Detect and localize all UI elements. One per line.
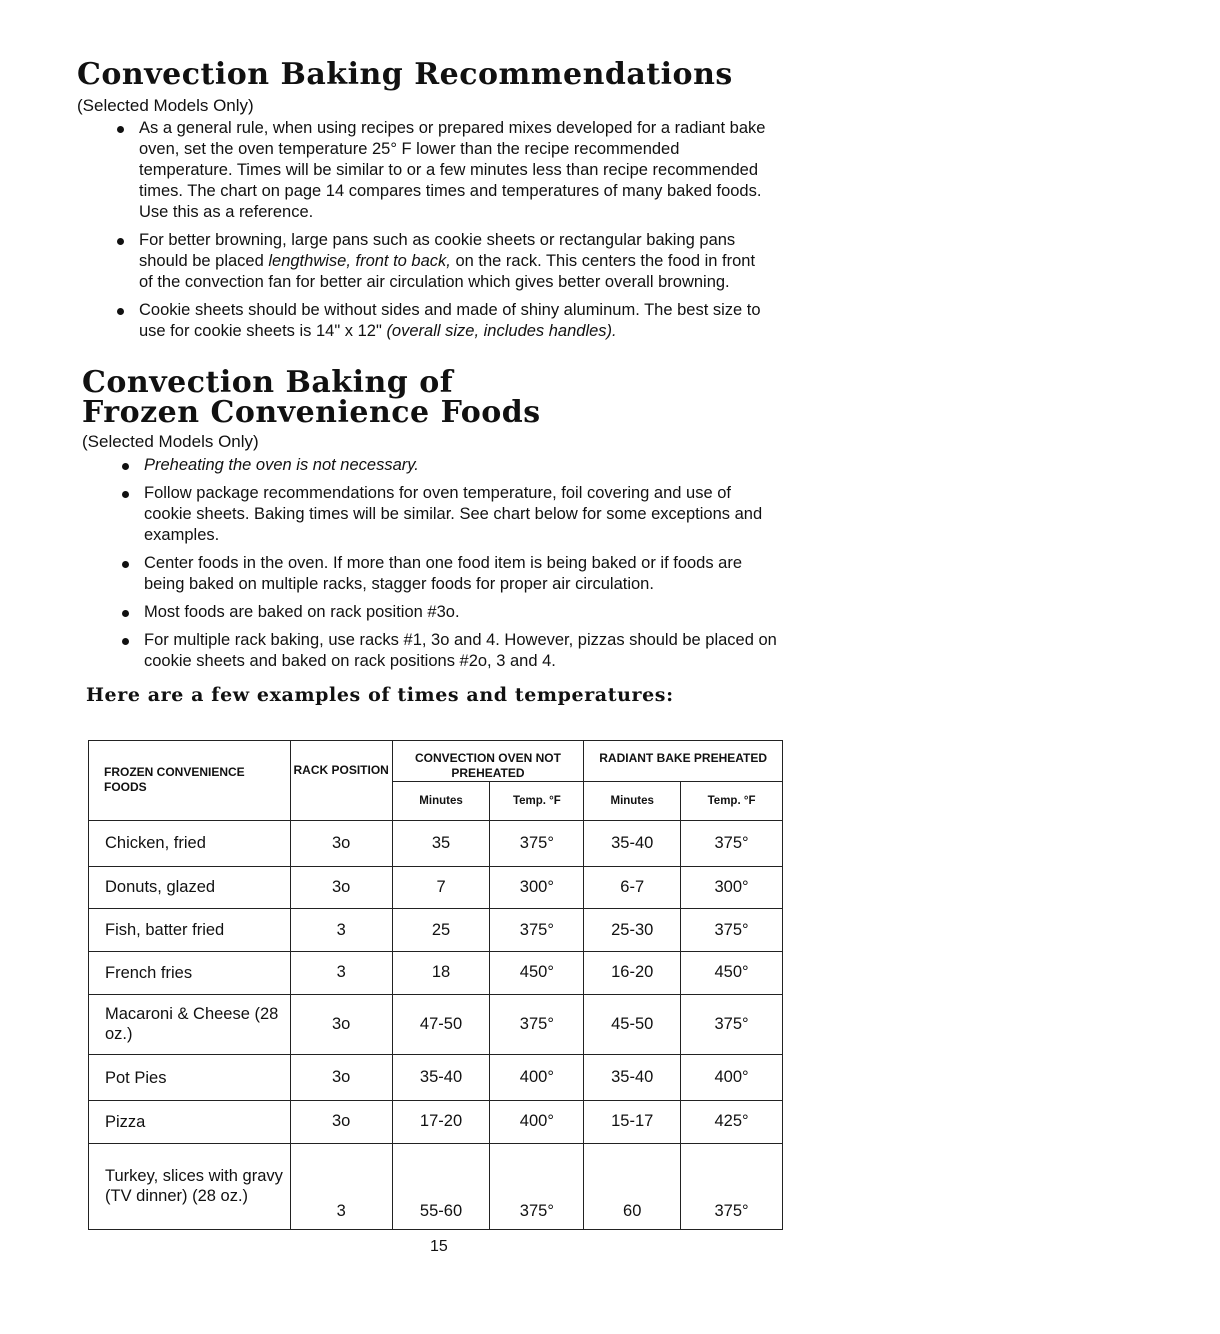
frozen-foods-list: [122, 455, 777, 679]
cell-food: Turkey, slices with gravy (TV dinner) (28 oz.): [89, 1143, 291, 1229]
cell-rack: 3: [290, 951, 392, 994]
cell-food: Macaroni & Cheese (28 oz.): [89, 994, 291, 1055]
cell-conv-temp: 375°: [490, 909, 584, 952]
cell-food: Chicken, fried: [89, 821, 291, 867]
cell-conv-minutes: 55-60: [392, 1143, 490, 1229]
cell-rad-minutes: 15-17: [584, 1101, 681, 1144]
bullet-icon: [117, 308, 124, 315]
cell-conv-minutes: 25: [392, 909, 490, 952]
cell-rad-minutes: 35-40: [584, 1055, 681, 1101]
cell-rad-minutes: 60: [584, 1143, 681, 1229]
cell-rack: 3o: [290, 1055, 392, 1101]
cell-conv-minutes: 35: [392, 821, 490, 867]
cell-conv-minutes: 47-50: [392, 994, 490, 1055]
section-title-convection-baking: Convection Baking Recommendations: [77, 57, 733, 92]
cell-rad-minutes: 16-20: [584, 951, 681, 994]
column-header-convection: CONVECTION OVEN NOT PREHEATED: [392, 741, 584, 782]
cell-rad-temp: 425°: [681, 1101, 783, 1144]
section-subtitle: (Selected Models Only): [82, 432, 259, 451]
cell-conv-temp: 375°: [490, 821, 584, 867]
cell-rad-temp: 375°: [681, 909, 783, 952]
list-item: Preheating the oven is not necessary.: [122, 455, 777, 476]
cell-food: Pizza: [89, 1101, 291, 1144]
cell-rack: 3: [290, 909, 392, 952]
bullet-icon: [122, 638, 129, 645]
bullet-icon: [122, 610, 129, 617]
cell-conv-minutes: 17-20: [392, 1101, 490, 1144]
list-item: Most foods are baked on rack position #3o.: [122, 602, 777, 623]
cell-rad-temp: 375°: [681, 1143, 783, 1229]
cell-conv-minutes: 35-40: [392, 1055, 490, 1101]
bullet-icon: [122, 463, 129, 470]
section-subtitle: (Selected Models Only): [77, 96, 254, 115]
list-item: For multiple rack baking, use racks #1, 3o and 4. However, pizzas should be placed on cookie sheets and baked on rack positions #2o, 3 and 4.: [122, 630, 777, 672]
cell-conv-temp: 375°: [490, 1143, 584, 1229]
list-item: Cookie sheets should be without sides and made of shiny aluminum. The best size to use for cookie sheets is 14" x 12" (overall size, includes handles).: [117, 300, 772, 342]
bullet-icon: [122, 491, 129, 498]
table-row: [89, 909, 783, 952]
cell-conv-minutes: 18: [392, 951, 490, 994]
page-number: 15: [430, 1238, 448, 1255]
cell-food: Fish, batter fried: [89, 909, 291, 952]
cell-rad-temp: 375°: [681, 821, 783, 867]
cell-rad-temp: 400°: [681, 1055, 783, 1101]
table-row: [89, 994, 783, 1055]
table-row: [89, 951, 783, 994]
cell-rad-temp: 450°: [681, 951, 783, 994]
column-header-food: FROZEN CONVENIENCE FOODS: [89, 741, 291, 821]
cell-rack: 3o: [290, 1101, 392, 1144]
column-header-conv-temp: Temp. °F: [490, 782, 584, 821]
column-header-rad-temp: Temp. °F: [681, 782, 783, 821]
cell-conv-temp: 300°: [490, 866, 584, 909]
cell-food: Donuts, glazed: [89, 866, 291, 909]
table-row: [89, 866, 783, 909]
list-item: As a general rule, when using recipes or prepared mixes developed for a radiant bake oven, set the oven temperature 25° F lower than the recipe recommended temperature. Times will be similar to or a few minutes less than recipe recommended times. The chart on page 14 compares times and temperatures of many baked foods. Use this as a reference.: [117, 118, 772, 223]
column-header-conv-minutes: Minutes: [392, 782, 490, 821]
column-header-rad-minutes: Minutes: [584, 782, 681, 821]
bullet-icon: [117, 126, 124, 133]
section-title-frozen-foods: Convection Baking of Frozen Convenience Foods: [82, 365, 541, 430]
cell-rad-temp: 375°: [681, 994, 783, 1055]
cell-rack: 3o: [290, 821, 392, 867]
bullet-icon: [122, 561, 129, 568]
column-header-radiant: RADIANT BAKE PREHEATED: [584, 741, 783, 782]
cell-rad-minutes: 6-7: [584, 866, 681, 909]
list-item: For better browning, large pans such as cookie sheets or rectangular baking pans should be placed lengthwise, front to back, on the rack. This centers the food in front of the convection fan for better air circulation which gives better overall browning.: [117, 230, 772, 293]
list-item: Center foods in the oven. If more than one food item is being baked or if foods are being baked on multiple racks, stagger foods for proper air circulation.: [122, 553, 777, 595]
cell-rad-minutes: 35-40: [584, 821, 681, 867]
times-temperatures-table: [88, 740, 783, 1230]
column-header-rack: RACK POSITION: [290, 741, 392, 821]
examples-heading: Here are a few examples of times and temperatures:: [86, 684, 674, 706]
table-row: [89, 1143, 783, 1229]
cell-rad-minutes: 25-30: [584, 909, 681, 952]
cell-rad-temp: 300°: [681, 866, 783, 909]
cell-conv-temp: 400°: [490, 1101, 584, 1144]
cell-conv-temp: 400°: [490, 1055, 584, 1101]
cell-food: Pot Pies: [89, 1055, 291, 1101]
cell-conv-minutes: 7: [392, 866, 490, 909]
cell-rack: 3o: [290, 994, 392, 1055]
cell-rack: 3: [290, 1143, 392, 1229]
table-row: [89, 1055, 783, 1101]
cell-conv-temp: 450°: [490, 951, 584, 994]
cell-rad-minutes: 45-50: [584, 994, 681, 1055]
list-item: Follow package recommendations for oven temperature, foil covering and use of cookie sheets. Baking times will be similar. See chart below for some exceptions and examples.: [122, 483, 777, 546]
cell-food: French fries: [89, 951, 291, 994]
recommendations-list: [117, 118, 772, 349]
table-row: [89, 821, 783, 867]
bullet-icon: [117, 238, 124, 245]
table-row: [89, 1101, 783, 1144]
cell-conv-temp: 375°: [490, 994, 584, 1055]
cell-rack: 3o: [290, 866, 392, 909]
